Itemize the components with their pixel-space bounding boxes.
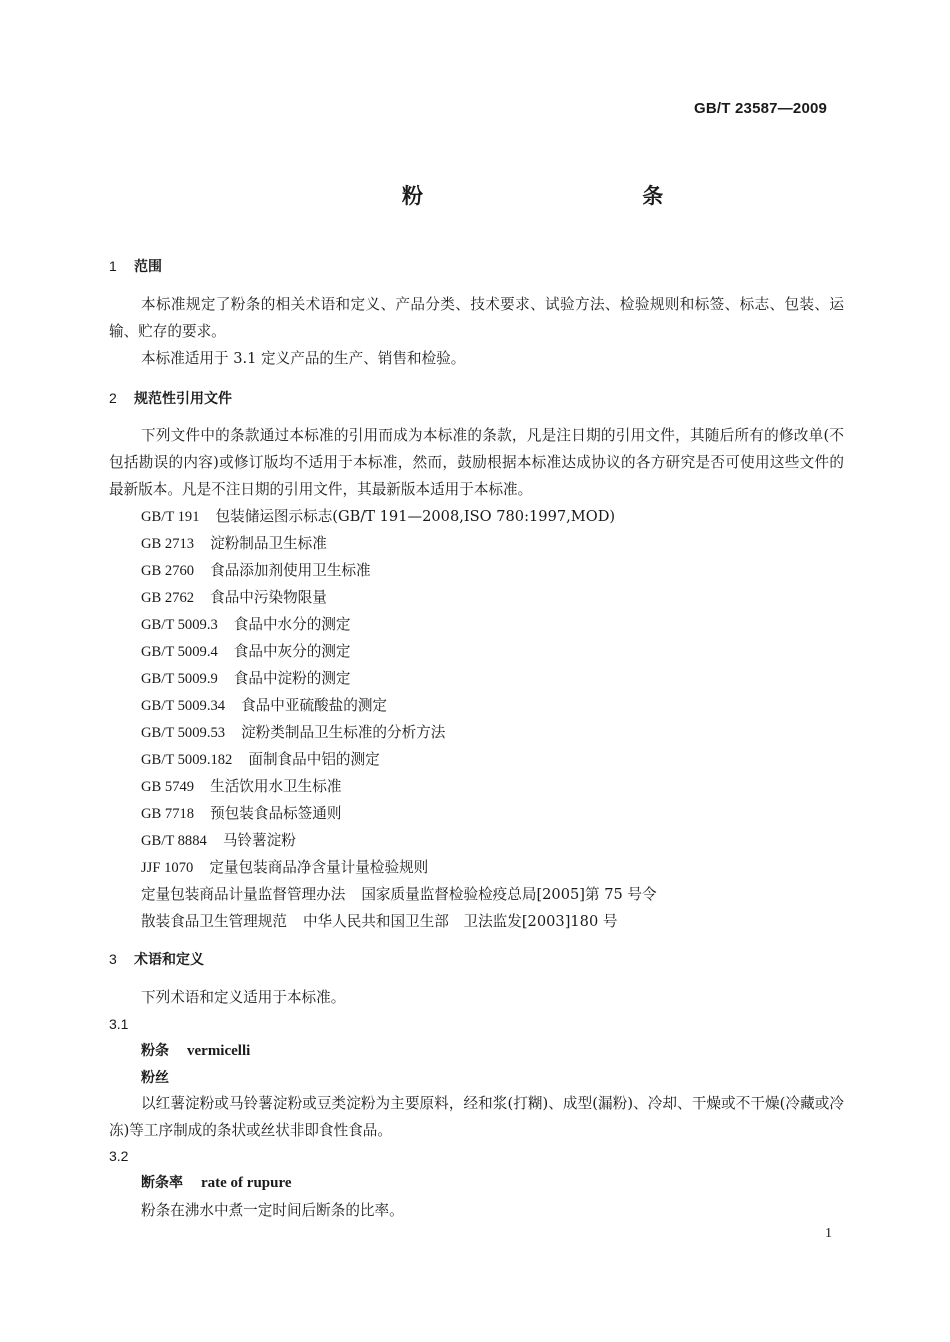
reference-title: 食品中灰分的测定: [233, 643, 351, 660]
reference-title: 马铃薯淀粉: [222, 832, 296, 849]
reference-item: [141, 721, 445, 742]
reference-title: 定量包装商品净含量计量检验规则: [209, 859, 429, 876]
section-2-heading: [109, 388, 232, 408]
term-heading: [141, 1040, 250, 1060]
reference-item: [141, 775, 341, 796]
reference-title: 淀粉制品卫生标准: [210, 535, 327, 552]
reference-title: 生活饮用水卫生标准: [210, 778, 342, 795]
section-title: 规范性引用文件: [134, 391, 232, 407]
term-zh: 粉条: [141, 1043, 169, 1059]
section-3-intro: 下列术语和定义适用于本标准。: [141, 989, 346, 1006]
reference-title: 食品中淀粉的测定: [233, 670, 351, 687]
page-number: 1: [825, 1226, 832, 1241]
term-number: 3.2: [109, 1148, 129, 1164]
reference-item: [141, 586, 327, 607]
reference-item: [141, 856, 428, 877]
reference-code: GB/T 5009.3: [141, 617, 218, 633]
section-1-paragraph-2: 本标准适用于 3.1 定义产品的生产、销售和检验。: [141, 350, 466, 367]
reference-title: 面制食品中铝的测定: [248, 751, 380, 768]
reference-code: GB/T 5009.53: [141, 725, 226, 741]
section-title: 范围: [134, 259, 162, 275]
term-en: rate of rupure: [201, 1175, 292, 1191]
reference-code: GB/T 191: [141, 509, 200, 525]
reference-code: 定量包装商品计量监督管理办法: [141, 886, 346, 903]
term-definition: 粉条在沸水中煮一定时间后断条的比率。: [141, 1202, 404, 1219]
reference-item: [141, 640, 351, 661]
reference-title: 淀粉类制品卫生标准的分析方法: [241, 724, 446, 741]
reference-title: 食品中亚硫酸盐的测定: [241, 697, 388, 714]
section-title: 术语和定义: [134, 952, 204, 968]
reference-code: GB/T 5009.34: [141, 698, 226, 714]
reference-item: [141, 667, 351, 688]
standard-code: GB/T 23587—2009: [694, 100, 828, 117]
reference-item: [141, 505, 615, 526]
reference-title: 包装储运图示标志(GB/T 191—2008,ISO 780:1997,MOD): [215, 508, 616, 525]
reference-code: GB 2713: [141, 536, 195, 552]
reference-title: 食品添加剂使用卫生标准: [210, 562, 371, 579]
reference-item: [141, 532, 327, 553]
reference-item: [141, 802, 341, 823]
reference-item: [141, 694, 387, 715]
reference-code: GB/T 5009.9: [141, 671, 218, 687]
reference-item: [141, 559, 371, 580]
reference-code: GB 5749: [141, 779, 195, 795]
reference-code: JJF 1070: [141, 860, 194, 876]
section-number: 2: [109, 390, 117, 406]
section-number: 1: [109, 258, 117, 274]
term-definition: 以红薯淀粉或马铃薯淀粉或豆类淀粉为主要原料，经和浆(打糊)、成型(漏粉)、冷却、干燥或不干燥(冷藏或冷冻)等工序制成的条状或丝状非即食性食品。: [109, 1095, 844, 1139]
reference-item: [141, 883, 657, 904]
reference-title: 中华人民共和国卫生部 卫法监发[2003]180 号: [302, 913, 618, 930]
reference-code: GB/T 8884: [141, 833, 207, 849]
reference-title: 国家质量监督检验检疫总局[2005]第 75 号令: [361, 886, 657, 903]
term-alternative: 粉丝: [141, 1070, 169, 1086]
section-1-heading: [109, 256, 162, 276]
reference-code: GB/T 5009.4: [141, 644, 218, 660]
term-en: vermicelli: [187, 1043, 251, 1059]
reference-code: GB/T 5009.182: [141, 752, 233, 768]
reference-item: [141, 613, 351, 634]
section-3-heading: [109, 949, 204, 969]
reference-item: [141, 748, 380, 769]
reference-code: GB 7718: [141, 806, 195, 822]
reference-title: 预包装食品标签通则: [210, 805, 342, 822]
reference-code: 散装食品卫生管理规范: [141, 913, 287, 930]
section-2-intro: 下列文件中的条款通过本标准的引用而成为本标准的条款，凡是注日期的引用文件，其随后所有的修改单(不包括勘误的内容)或修订版均不适用于本标准，然而，鼓励根据本标准达成协议的各方研究是否可使用这些文件的最新版本。凡是不注日期的引用文件，其最新版本适用于本标准。: [109, 427, 844, 498]
term-number: 3.1: [109, 1016, 129, 1032]
document-title: 粉 条: [402, 184, 770, 208]
reference-code: GB 2762: [141, 590, 195, 606]
reference-title: 食品中污染物限量: [210, 589, 327, 606]
term-zh: 断条率: [141, 1175, 183, 1191]
reference-item: [141, 829, 296, 850]
reference-title: 食品中水分的测定: [233, 616, 351, 633]
term-heading: [141, 1172, 292, 1192]
section-number: 3: [109, 951, 117, 967]
section-1-paragraph-1: 本标准规定了粉条的相关术语和定义、产品分类、技术要求、试验方法、检验规则和标签、标志、包装、运输、贮存的要求。: [109, 296, 844, 340]
reference-item: [141, 910, 617, 931]
reference-code: GB 2760: [141, 563, 195, 579]
